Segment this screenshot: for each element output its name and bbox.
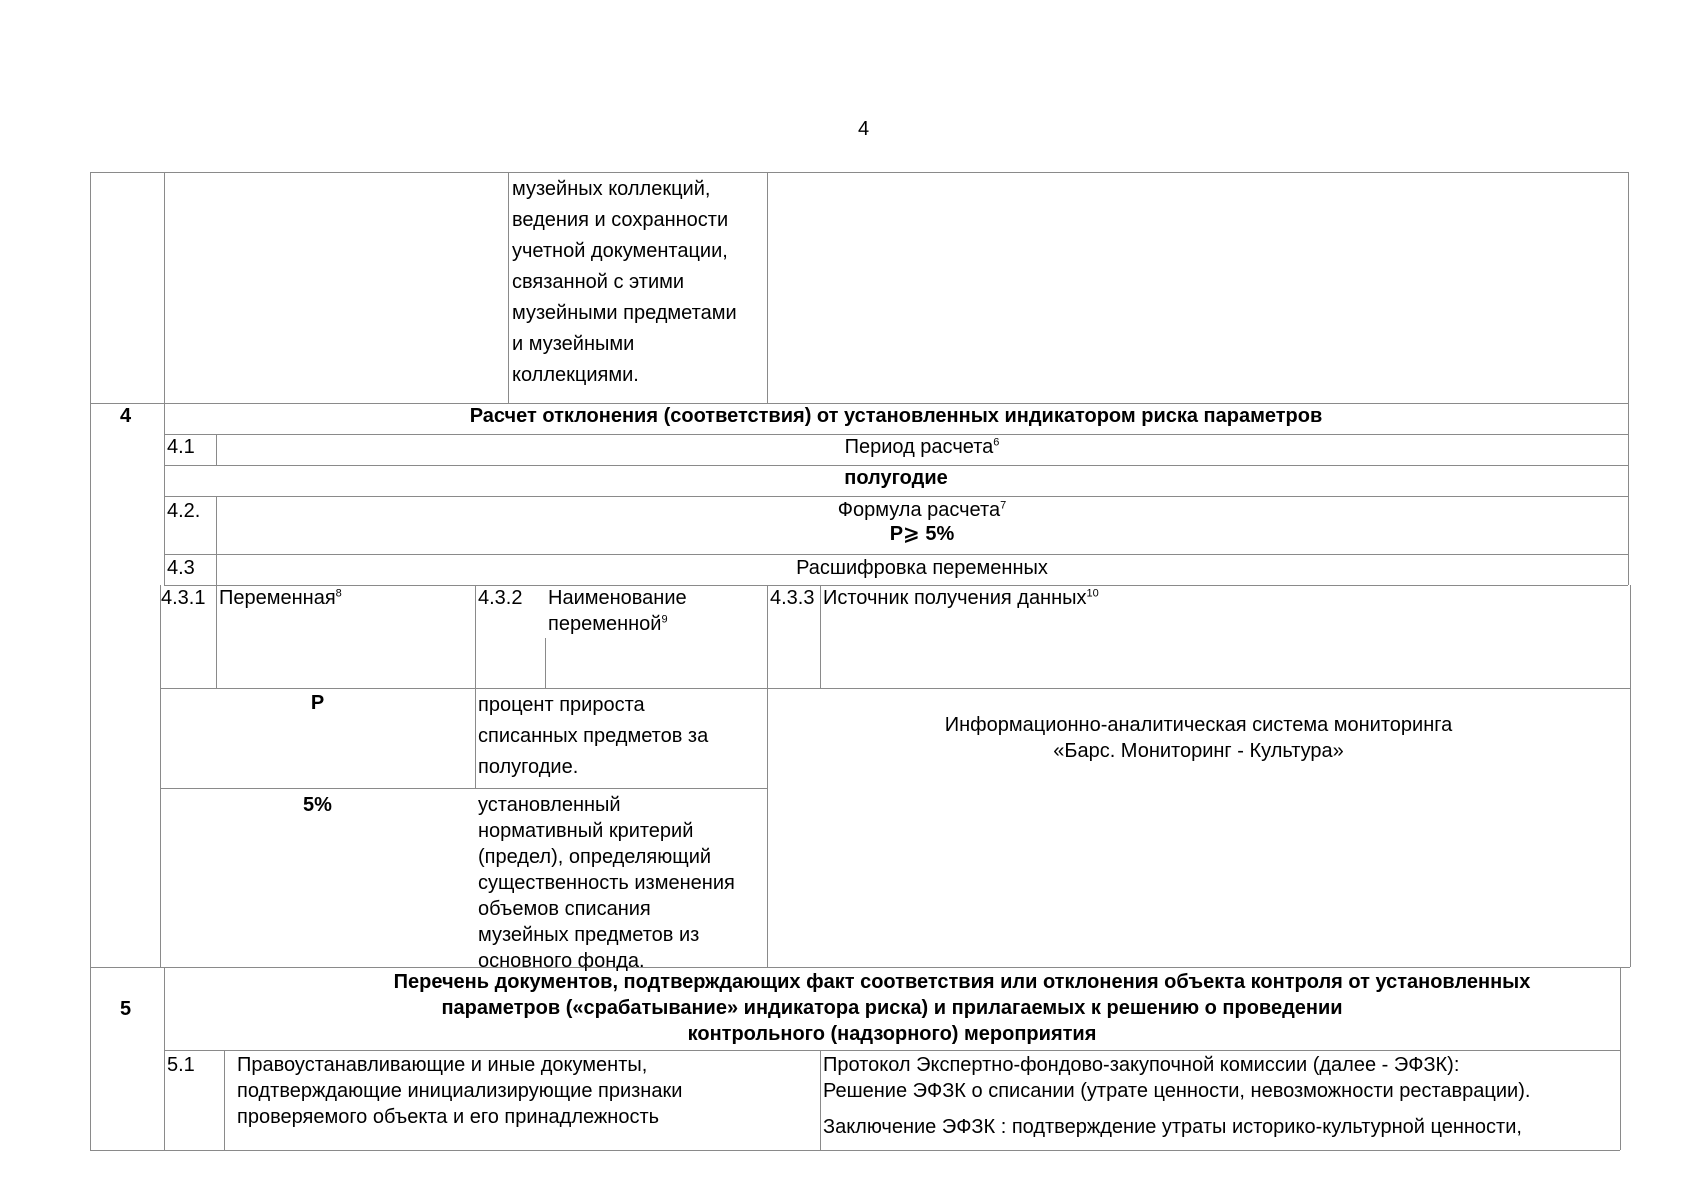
row-number: 4.1: [167, 436, 195, 458]
continuation-cell: [512, 174, 737, 391]
variable-header: Переменная$^8$: [219, 587, 342, 609]
variable-name-header: Наименование переменной$^9$: [548, 587, 687, 635]
subrow-number: 4.3.2: [478, 587, 523, 609]
section-title: Расчет отклонения (соответствия) от установленных индикатором риска параметров: [469, 405, 1323, 427]
subrow-number: 4.3.3: [770, 587, 815, 609]
calc-period-value: полугодие: [844, 467, 948, 489]
text-line: музейных коллекций,: [512, 178, 711, 200]
section-number: 4: [120, 405, 132, 427]
formula-label: Формула расчета$^7$: [837, 499, 1007, 521]
documents-left-cell: Правоустанавливающие и иные документы, подтверждающие инициализирующие признаки проверяемого объекта и его принадлежность: [237, 1054, 683, 1128]
row-number: 5.1: [167, 1054, 195, 1076]
data-source-value: Информационно-аналитическая система мониторинга «Барс. Мониторинг - Культура»: [944, 714, 1453, 762]
variables-heading: Расшифровка переменных: [796, 557, 1048, 579]
text-line: и музейными: [512, 333, 635, 355]
page-number: 4: [858, 118, 870, 140]
text-line: коллекциями.: [512, 364, 639, 386]
text-line: музейными предметами: [512, 302, 737, 324]
row-number: 4.3: [167, 557, 195, 579]
variable-name: 5%: [303, 794, 332, 816]
text-line: учетной документации,: [512, 240, 728, 262]
row-number: 4.2.: [167, 500, 201, 522]
text-line: ведения и сохранности: [512, 209, 729, 231]
text-line: связанной с этими: [512, 271, 685, 293]
documents-right-cell: Протокол Экспертно-фондово-закупочной комиссии (далее - ЭФЗК): Решение ЭФЗК о списании (утрате ценности, невозможности реставрации). Заключение ЭФЗК : подтверждение утраты историко-культурной ценности,: [823, 1054, 1531, 1138]
calc-period-label: Период расчета$^6$: [844, 436, 1000, 458]
formula-value: P⩾ 5%: [889, 523, 955, 545]
variable-name: P: [310, 692, 325, 714]
variable-description: установленный нормативный критерий (предел), определяющий существенность изменения объемов списания музейных предметов из основного фонда.: [478, 794, 735, 972]
section-title: Перечень документов, подтверждающих факт соответствия или отклонения объекта контроля от установленных параметров («срабатывание» индикатора риска) и прилагаемых к решению о проведении контрольного (надзорного) мероприятия: [393, 971, 1531, 1045]
subrow-number: 4.3.1: [161, 587, 206, 609]
variable-description: процент прироста списанных предметов за полугодие.: [478, 694, 709, 778]
section-number: 5: [120, 998, 132, 1020]
data-source-header: Источник получения данных$^{10}$: [823, 587, 1099, 609]
